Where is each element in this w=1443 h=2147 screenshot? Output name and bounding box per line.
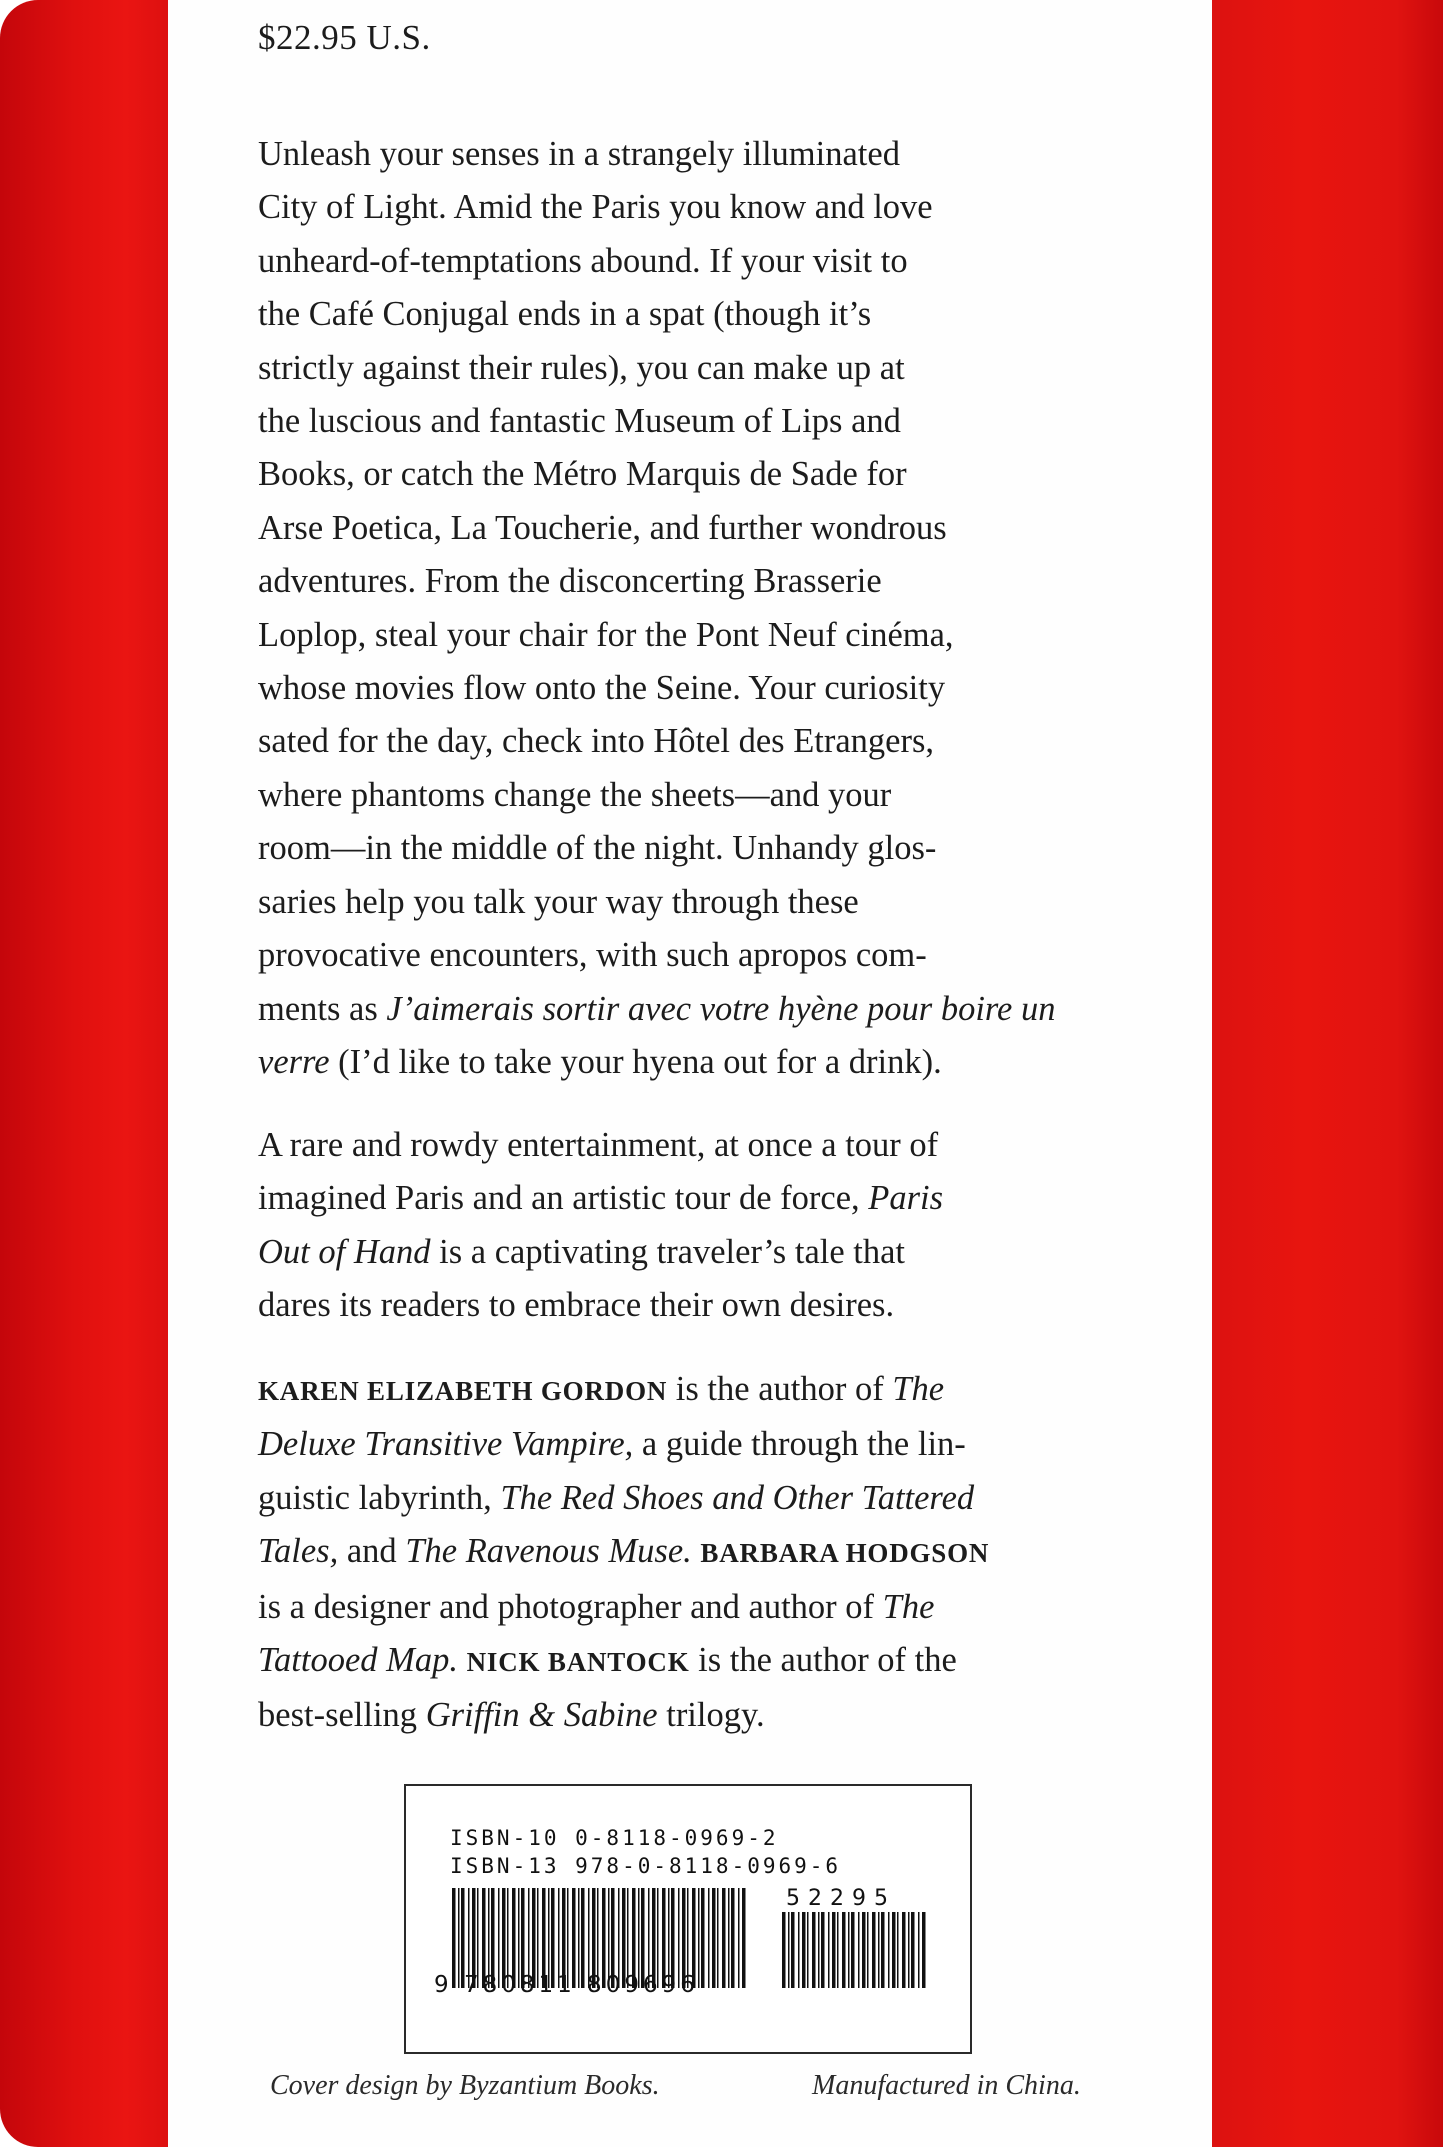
text-line [258, 1634, 1118, 1689]
barcode-bar [872, 1912, 876, 1988]
text-segment: is the author of [667, 1370, 893, 1408]
isbn-10-label: ISBN-10 0-8118-0969-2 [450, 1826, 779, 1850]
summary-paragraph [258, 1119, 1118, 1333]
italic-text: The [892, 1370, 945, 1408]
text-segment: adventures. From the disconcerting Brasserie [258, 562, 882, 601]
barcode-bar [832, 1912, 836, 1988]
text-line [258, 181, 1118, 234]
barcode-bar [908, 1912, 910, 1988]
red-left-edge [0, 0, 168, 2147]
text-line [258, 1472, 1118, 1525]
price-addon-number: 52295 [786, 1886, 896, 1911]
barcode-bar [878, 1912, 880, 1988]
text-line [258, 1279, 1118, 1332]
text-segment: Unleash your senses in a strangely illuminated [258, 135, 900, 173]
text-line [258, 1036, 1118, 1089]
barcode-bar [791, 1912, 795, 1988]
text-segment: ments as [258, 989, 387, 1028]
barcode-bar [742, 1888, 746, 1988]
text-line [258, 876, 1118, 929]
price-label: $22.95 U.S. [258, 18, 431, 57]
barcode-bar [867, 1912, 869, 1988]
barcode-bar [911, 1912, 915, 1988]
text-line [258, 1418, 1118, 1471]
text-line [258, 128, 1118, 181]
author-name: NICK BANTOCK [466, 1647, 690, 1678]
text-line [258, 1226, 1118, 1279]
italic-text: Tales, [258, 1532, 339, 1571]
text-line [258, 929, 1118, 982]
italic-text: The [882, 1587, 935, 1626]
barcode-bar [851, 1912, 855, 1988]
barcode-bar [788, 1912, 790, 1988]
text-line [258, 502, 1118, 555]
text-line [258, 1119, 1118, 1172]
barcode-bar [842, 1912, 846, 1988]
text-segment: best-selling [258, 1696, 426, 1735]
italic-text: The Red Shoes and Other Tattered [500, 1478, 975, 1517]
text-segment: imagined Paris and an artistic tour de force, [258, 1179, 869, 1218]
text-segment: City of Light. Amid the Paris you know and love [258, 188, 933, 227]
text-line [258, 448, 1118, 501]
barcode-bar [821, 1912, 825, 1988]
barcode-bar [858, 1912, 860, 1988]
text-line [258, 395, 1118, 448]
barcode-bar [922, 1912, 926, 1988]
manufacture-credit: Manufactured in China. [812, 2070, 1081, 2101]
text-segment: A rare and rowdy entertainment, at once a tour of [258, 1126, 939, 1164]
text-segment: (I’d like to take your hyena out for a drink). [329, 1042, 942, 1081]
text-segment: Books, or catch the Métro Marquis de Sade for [258, 455, 907, 494]
description-paragraph [258, 128, 1118, 1089]
text-segment: whose movies flow onto the Seine. Your curiosity [258, 669, 946, 708]
italic-text: Tattooed Map. [258, 1641, 458, 1680]
barcode-bar [862, 1912, 866, 1988]
italic-text: Paris [868, 1179, 944, 1218]
text-segment [458, 1641, 467, 1679]
text-line [258, 1172, 1118, 1225]
barcode-bar [848, 1912, 850, 1988]
text-line [258, 822, 1118, 875]
text-line [258, 288, 1118, 341]
text-segment: Arse Poetica, La Toucherie, and further wondrous [258, 508, 947, 547]
red-right-edge [1212, 0, 1443, 2147]
barcode-bar [812, 1912, 816, 1988]
barcode-bar [892, 1912, 896, 1988]
text-line [258, 555, 1118, 608]
text-segment: trilogy. [657, 1696, 765, 1735]
author-name: KAREN ELIZABETH GORDON [258, 1376, 668, 1406]
text-line [258, 769, 1118, 822]
author-bio-paragraph [258, 1363, 1118, 1743]
addon-barcode [780, 1912, 930, 1988]
text-segment: dares its readers to embrace their own desires. [258, 1286, 895, 1325]
text-segment: where phantoms change the sheets—and your [258, 775, 892, 814]
barcode-bar [837, 1912, 839, 1988]
italic-text: Griffin & Sabine [425, 1696, 658, 1735]
barcode-bar [738, 1888, 740, 1988]
italic-text: Out of Hand [258, 1232, 431, 1271]
text-segment: and [338, 1532, 406, 1571]
barcode-bar [902, 1912, 906, 1988]
text-segment: guistic labyrinth, [258, 1478, 501, 1517]
barcode-bar [888, 1912, 890, 1988]
barcode-bar [802, 1912, 806, 1988]
italic-text: The Ravenous Muse. [405, 1532, 692, 1571]
text-line [258, 715, 1118, 768]
barcode-bar [897, 1912, 899, 1988]
text-segment: is a captivating traveler’s tale that [430, 1232, 906, 1271]
text-segment: sated for the day, check into Hôtel des Etrangers, [258, 722, 935, 761]
text-line [258, 1363, 1118, 1418]
barcode-bar [828, 1912, 830, 1988]
italic-text: J’aimerais sortir avec votre hyène pour boire un [386, 989, 1056, 1028]
text-segment: is the author of the [689, 1641, 957, 1680]
text-line [258, 1581, 1118, 1634]
text-segment: is a designer and photographer and author of [258, 1587, 883, 1626]
barcode-bar [881, 1912, 885, 1988]
text-segment: saries help you talk your way through these [258, 882, 859, 921]
isbn-barcode-box [404, 1784, 972, 2054]
text-line [258, 1525, 1118, 1580]
author-name: BARBARA HODGSON [700, 1538, 990, 1569]
barcode-bar [807, 1912, 809, 1988]
italic-text: verre [258, 1042, 330, 1081]
barcode-digits: 9 780811 809696 [434, 1972, 699, 1998]
italic-text: Deluxe Transitive Vampire, [258, 1425, 634, 1464]
text-line [258, 235, 1118, 288]
barcode-bar [918, 1912, 920, 1988]
text-segment: provocative encounters, with such apropos com- [258, 936, 927, 975]
text-line [258, 609, 1118, 662]
barcode-bar [782, 1912, 786, 1988]
text-line [258, 1689, 1118, 1742]
text-segment: unheard-of-temptations abound. If your visit to [258, 241, 908, 280]
text-line [258, 983, 1118, 1036]
cover-design-credit: Cover design by Byzantium Books. [270, 2070, 660, 2101]
barcode-bar [818, 1912, 820, 1988]
text-segment: room—in the middle of the night. Unhandy glos- [258, 829, 937, 868]
isbn-13-label: ISBN-13 978-0-8118-0969-6 [450, 1854, 842, 1878]
text-line [258, 662, 1118, 715]
text-line [258, 342, 1118, 395]
text-segment: strictly against their rules), you can make up at [258, 348, 905, 387]
barcode-bar [798, 1912, 800, 1988]
text-segment: the luscious and fantastic Museum of Lips and [258, 402, 901, 441]
text-segment: a guide through the lin- [633, 1425, 966, 1464]
text-segment: the Café Conjugal ends in a spat (though it’s [258, 295, 872, 334]
text-segment: Loplop, steal your chair for the Pont Neuf cinéma, [258, 615, 954, 654]
